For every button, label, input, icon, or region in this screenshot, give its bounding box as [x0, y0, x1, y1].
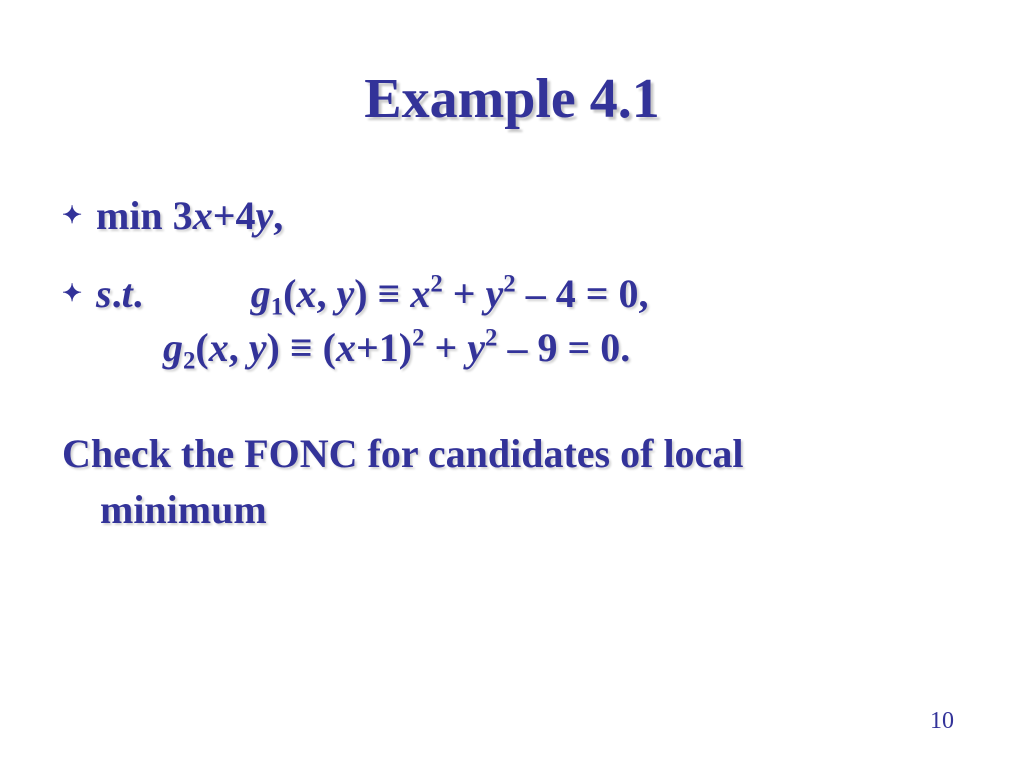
g2-sep: , [228, 325, 249, 370]
g1-exp-y: 2 [503, 270, 516, 298]
bullet-icon: ✦ [62, 281, 83, 307]
g1-exp-x: 2 [430, 270, 443, 298]
g2-exp-y: 2 [485, 324, 498, 352]
objective-plus: +4 [212, 193, 256, 238]
g2-symbol: g [163, 325, 183, 370]
g1-sep: , [316, 271, 337, 316]
objective-line [62, 192, 283, 240]
g1-term-y: y [485, 271, 504, 316]
page-number: 10 [930, 708, 954, 734]
g2-close-equiv: ) ≡ ( [266, 325, 336, 370]
slide-title: Example 4.1 [364, 68, 660, 130]
g1-tail: – 4 = 0, [515, 271, 649, 316]
st-s: s [96, 271, 112, 316]
check-text-line-2: minimum [100, 487, 267, 532]
g1-close-equiv: ) ≡ [354, 271, 411, 316]
g2-term-y: y [467, 325, 486, 370]
g2-term-x: x [335, 325, 356, 370]
g1-plus: + [442, 271, 486, 316]
bullet-icon: ✦ [62, 203, 83, 229]
g2-arg-y: y [248, 325, 267, 370]
g2-subscript: 2 [183, 347, 196, 375]
g2-plus-one: +1) [355, 325, 413, 370]
g2-open-paren: ( [195, 325, 209, 370]
g1-open-paren: ( [283, 271, 297, 316]
check-text-line-1: Check the FONC for candidates of local [62, 431, 744, 476]
g1-symbol: g [250, 271, 271, 316]
g2-tail: – 9 = 0. [497, 325, 631, 370]
objective-comma: , [273, 193, 284, 238]
g1-arg-y: y [336, 271, 355, 316]
st-dot-1: . [111, 271, 122, 316]
g1-arg-x: x [296, 271, 317, 316]
objective-min: min 3 [96, 193, 193, 238]
constraint-line-1 [62, 270, 649, 321]
st-t: t [121, 271, 133, 316]
g2-exp-paren: 2 [412, 324, 425, 352]
g2-plus: + [424, 325, 468, 370]
objective-var-y: y [255, 193, 274, 238]
st-dot-2: . [132, 271, 143, 316]
constraint-line-2 [163, 324, 631, 375]
g1-term-x: x [410, 271, 431, 316]
g2-arg-x: x [208, 325, 229, 370]
objective-var-x: x [192, 193, 213, 238]
g1-subscript: 1 [270, 293, 284, 321]
